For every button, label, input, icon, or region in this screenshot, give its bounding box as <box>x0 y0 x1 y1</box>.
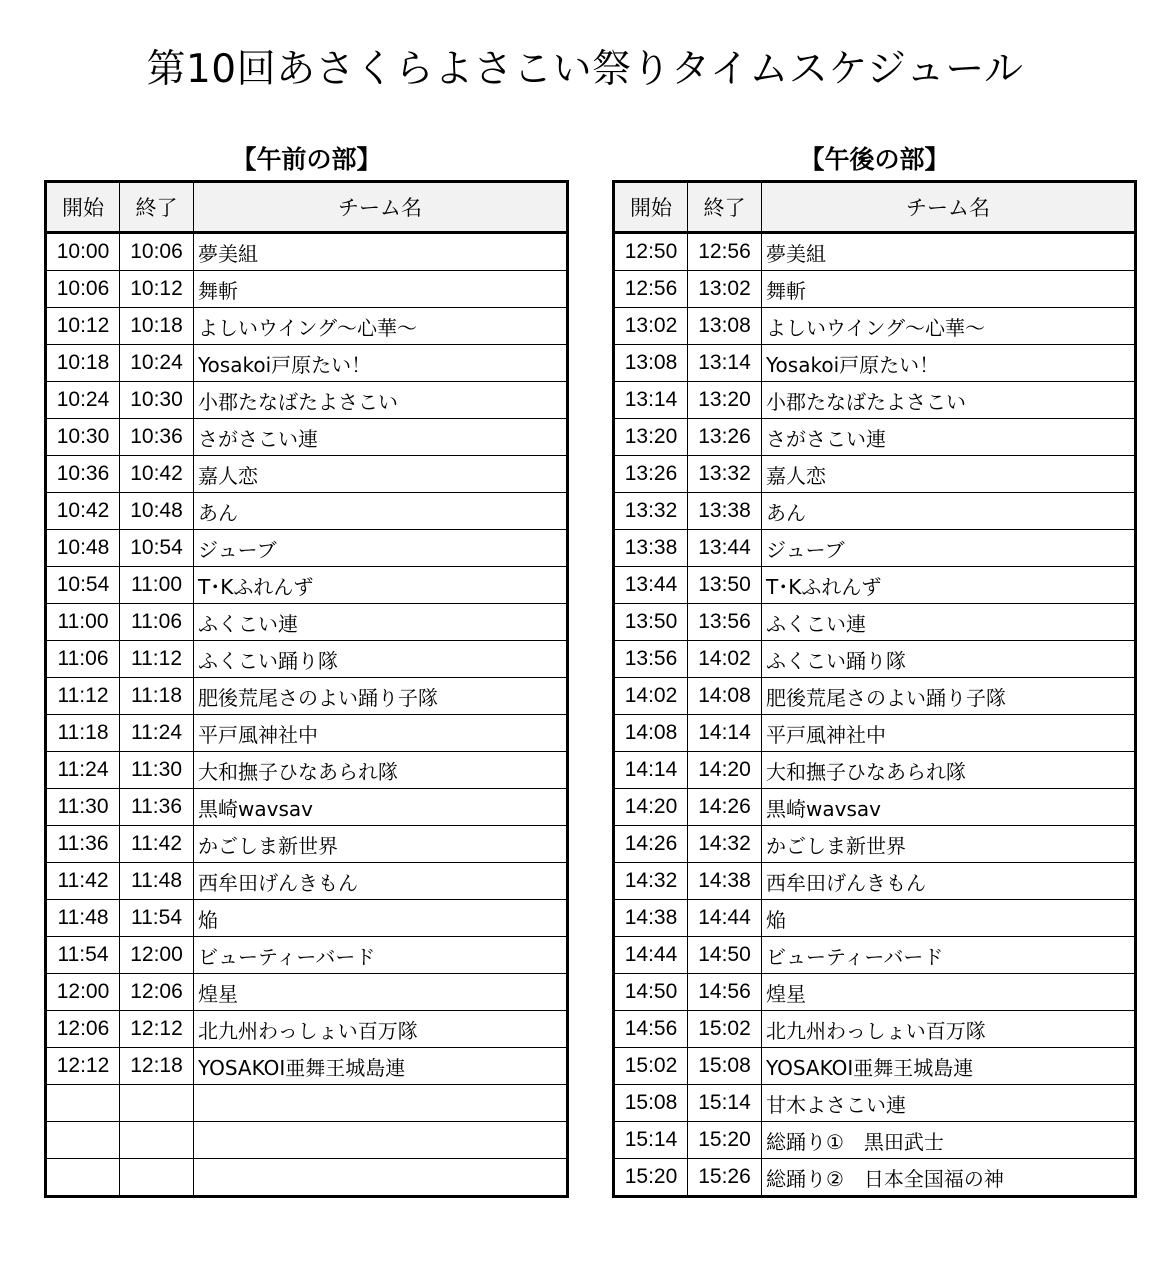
end-time: 13:20 <box>688 382 762 419</box>
team-name: かごしま新世界 <box>762 826 1136 863</box>
table-row <box>614 789 1136 826</box>
end-time: 10:06 <box>120 233 194 271</box>
end-time: 11:36 <box>120 789 194 826</box>
start-time: 11:00 <box>46 604 120 641</box>
team-name: 西牟田げんきもん <box>194 863 568 900</box>
end-time: 11:54 <box>120 900 194 937</box>
table-row <box>614 345 1136 382</box>
team-name: あん <box>762 493 1136 530</box>
start-time: 11:18 <box>46 715 120 752</box>
afternoon-schedule-table <box>612 180 1137 1198</box>
table-row <box>46 863 568 900</box>
table-row <box>46 493 568 530</box>
start-time: 11:24 <box>46 752 120 789</box>
team-name: ビューティーバード <box>194 937 568 974</box>
table-row <box>614 271 1136 308</box>
end-time: 13:44 <box>688 530 762 567</box>
team-name: 舞斬 <box>194 271 568 308</box>
team-name: さがさこい連 <box>194 419 568 456</box>
team-header: チーム名 <box>194 182 568 233</box>
end-time: 10:30 <box>120 382 194 419</box>
start-time: 11:06 <box>46 641 120 678</box>
end-time: 13:56 <box>688 604 762 641</box>
table-row <box>46 641 568 678</box>
team-name: ふくこい連 <box>762 604 1136 641</box>
table-row <box>46 456 568 493</box>
table-row <box>46 937 568 974</box>
end-time: 11:30 <box>120 752 194 789</box>
table-row <box>614 641 1136 678</box>
team-name: 肥後荒尾さのよい踊り子隊 <box>762 678 1136 715</box>
end-time: 14:50 <box>688 937 762 974</box>
team-name: Yosakoi戸原たい！ <box>762 345 1136 382</box>
start-time: 12:50 <box>614 233 688 271</box>
team-name: Yosakoi戸原たい！ <box>194 345 568 382</box>
end-time: 13:32 <box>688 456 762 493</box>
start-time: 11:36 <box>46 826 120 863</box>
team-name <box>194 1085 568 1122</box>
team-name <box>194 1122 568 1159</box>
team-name: 大和撫子ひなあられ隊 <box>762 752 1136 789</box>
table-row <box>46 715 568 752</box>
start-time: 13:02 <box>614 308 688 345</box>
table-row <box>46 678 568 715</box>
end-time: 14:32 <box>688 826 762 863</box>
start-time: 10:30 <box>46 419 120 456</box>
start-time: 12:00 <box>46 974 120 1011</box>
table-row <box>614 567 1136 604</box>
start-time: 13:38 <box>614 530 688 567</box>
end-time: 10:36 <box>120 419 194 456</box>
table-row <box>46 419 568 456</box>
table-row <box>614 456 1136 493</box>
team-name: 平戸風神社中 <box>194 715 568 752</box>
start-time: 13:20 <box>614 419 688 456</box>
start-time: 14:02 <box>614 678 688 715</box>
end-time: 10:18 <box>120 308 194 345</box>
end-time: 14:20 <box>688 752 762 789</box>
table-row <box>46 530 568 567</box>
table-row <box>614 1011 1136 1048</box>
end-time: 14:26 <box>688 789 762 826</box>
end-time: 15:14 <box>688 1085 762 1122</box>
end-time: 14:44 <box>688 900 762 937</box>
end-time: 11:18 <box>120 678 194 715</box>
table-row <box>46 1122 568 1159</box>
start-time: 10:42 <box>46 493 120 530</box>
team-name: 夢美組 <box>194 233 568 271</box>
team-name: ジューブ <box>194 530 568 567</box>
team-name: 夢美組 <box>762 233 1136 271</box>
table-row <box>46 1011 568 1048</box>
start-header: 開始 <box>46 182 120 233</box>
start-time: 14:32 <box>614 863 688 900</box>
end-time: 13:38 <box>688 493 762 530</box>
table-row <box>46 382 568 419</box>
team-name: 甘木よさこい連 <box>762 1085 1136 1122</box>
start-time: 14:26 <box>614 826 688 863</box>
end-header: 終了 <box>120 182 194 233</box>
team-name: 総踊り② 日本全国福の神 <box>762 1159 1136 1197</box>
team-name: 焔 <box>194 900 568 937</box>
end-time: 13:02 <box>688 271 762 308</box>
end-time: 12:56 <box>688 233 762 271</box>
start-time: 13:26 <box>614 456 688 493</box>
team-name <box>194 1159 568 1197</box>
team-name: 小郡たなばたよさこい <box>762 382 1136 419</box>
team-name: T･Kふれんず <box>762 567 1136 604</box>
table-row <box>614 1085 1136 1122</box>
team-name: T･Kふれんず <box>194 567 568 604</box>
start-time: 10:48 <box>46 530 120 567</box>
start-header: 開始 <box>614 182 688 233</box>
team-name: かごしま新世界 <box>194 826 568 863</box>
start-time: 13:14 <box>614 382 688 419</box>
team-name: 舞斬 <box>762 271 1136 308</box>
end-time: 15:26 <box>688 1159 762 1197</box>
start-time: 10:06 <box>46 271 120 308</box>
end-time: 12:18 <box>120 1048 194 1085</box>
end-time: 12:00 <box>120 937 194 974</box>
morning-section-title: 【午前の部】 <box>231 145 382 174</box>
team-name: ふくこい踊り隊 <box>762 641 1136 678</box>
start-time <box>46 1122 120 1159</box>
table-row <box>46 1085 568 1122</box>
start-time: 11:54 <box>46 937 120 974</box>
start-time: 12:12 <box>46 1048 120 1085</box>
table-row <box>614 715 1136 752</box>
table-row <box>614 752 1136 789</box>
table-row <box>46 900 568 937</box>
team-name: ビューティーバード <box>762 937 1136 974</box>
team-name: 嘉人恋 <box>762 456 1136 493</box>
team-name: 嘉人恋 <box>194 456 568 493</box>
start-time: 15:14 <box>614 1122 688 1159</box>
end-time: 13:08 <box>688 308 762 345</box>
table-row <box>46 271 568 308</box>
team-name: さがさこい連 <box>762 419 1136 456</box>
table-row <box>46 567 568 604</box>
table-row <box>46 308 568 345</box>
start-time: 13:50 <box>614 604 688 641</box>
team-name: 大和撫子ひなあられ隊 <box>194 752 568 789</box>
table-row <box>614 233 1136 271</box>
team-name: 小郡たなばたよさこい <box>194 382 568 419</box>
end-time <box>120 1159 194 1197</box>
start-time: 14:44 <box>614 937 688 974</box>
team-name: YOSAKOI亜舞王城島連 <box>194 1048 568 1085</box>
table-row <box>614 937 1136 974</box>
start-time: 14:50 <box>614 974 688 1011</box>
end-time: 15:08 <box>688 1048 762 1085</box>
end-time: 14:02 <box>688 641 762 678</box>
start-time: 15:02 <box>614 1048 688 1085</box>
table-row <box>46 752 568 789</box>
start-time: 14:08 <box>614 715 688 752</box>
table-row <box>614 1048 1136 1085</box>
table-row <box>46 789 568 826</box>
end-header: 終了 <box>688 182 762 233</box>
table-row <box>614 900 1136 937</box>
table-row <box>614 1159 1136 1197</box>
team-name: 北九州わっしょい百万隊 <box>762 1011 1136 1048</box>
start-time: 14:38 <box>614 900 688 937</box>
start-time: 11:42 <box>46 863 120 900</box>
team-name: YOSAKOI亜舞王城島連 <box>762 1048 1136 1085</box>
end-time: 11:48 <box>120 863 194 900</box>
end-time: 14:56 <box>688 974 762 1011</box>
end-time: 14:38 <box>688 863 762 900</box>
start-time: 11:48 <box>46 900 120 937</box>
end-time: 14:08 <box>688 678 762 715</box>
page-title: 第10回あさくらよさこい祭りタイムスケジュール <box>146 47 1024 92</box>
start-time: 15:08 <box>614 1085 688 1122</box>
team-name: 西牟田げんきもん <box>762 863 1136 900</box>
end-time: 10:48 <box>120 493 194 530</box>
table-row <box>46 233 568 271</box>
end-time <box>120 1122 194 1159</box>
start-time: 13:44 <box>614 567 688 604</box>
start-time: 11:30 <box>46 789 120 826</box>
team-name: 焔 <box>762 900 1136 937</box>
start-time: 14:14 <box>614 752 688 789</box>
start-time: 10:00 <box>46 233 120 271</box>
end-time: 10:12 <box>120 271 194 308</box>
table-row <box>46 604 568 641</box>
end-time: 15:02 <box>688 1011 762 1048</box>
end-time: 14:14 <box>688 715 762 752</box>
start-time: 10:36 <box>46 456 120 493</box>
start-time: 12:06 <box>46 1011 120 1048</box>
team-name: ふくこい踊り隊 <box>194 641 568 678</box>
table-header-row <box>614 182 1136 233</box>
team-name: 平戸風神社中 <box>762 715 1136 752</box>
start-time: 13:32 <box>614 493 688 530</box>
end-time: 10:24 <box>120 345 194 382</box>
start-time: 13:08 <box>614 345 688 382</box>
team-name: 総踊り① 黒田武士 <box>762 1122 1136 1159</box>
table-row <box>614 419 1136 456</box>
start-time: 14:20 <box>614 789 688 826</box>
team-name: 黒崎wavsav <box>194 789 568 826</box>
table-row <box>614 826 1136 863</box>
end-time <box>120 1085 194 1122</box>
team-header: チーム名 <box>762 182 1136 233</box>
table-row <box>614 493 1136 530</box>
table-row <box>46 1159 568 1197</box>
end-time: 13:50 <box>688 567 762 604</box>
team-name: 煌星 <box>762 974 1136 1011</box>
team-name: ふくこい連 <box>194 604 568 641</box>
end-time: 13:26 <box>688 419 762 456</box>
table-row <box>46 1048 568 1085</box>
start-time: 14:56 <box>614 1011 688 1048</box>
table-row <box>46 826 568 863</box>
table-row <box>614 974 1136 1011</box>
team-name: 北九州わっしょい百万隊 <box>194 1011 568 1048</box>
table-row <box>614 530 1136 567</box>
afternoon-section-title: 【午後の部】 <box>799 145 950 174</box>
start-time: 12:56 <box>614 271 688 308</box>
start-time <box>46 1159 120 1197</box>
team-name: よしいウイング～心華～ <box>194 308 568 345</box>
team-name: あん <box>194 493 568 530</box>
table-row <box>614 308 1136 345</box>
start-time: 10:18 <box>46 345 120 382</box>
end-time: 12:12 <box>120 1011 194 1048</box>
end-time: 10:54 <box>120 530 194 567</box>
end-time: 15:20 <box>688 1122 762 1159</box>
table-row <box>46 974 568 1011</box>
team-name: 煌星 <box>194 974 568 1011</box>
end-time: 11:06 <box>120 604 194 641</box>
team-name: 肥後荒尾さのよい踊り子隊 <box>194 678 568 715</box>
table-row <box>614 604 1136 641</box>
end-time: 10:42 <box>120 456 194 493</box>
table-row <box>614 382 1136 419</box>
start-time: 13:56 <box>614 641 688 678</box>
end-time: 11:00 <box>120 567 194 604</box>
start-time: 15:20 <box>614 1159 688 1197</box>
table-row <box>614 678 1136 715</box>
end-time: 13:14 <box>688 345 762 382</box>
start-time: 11:12 <box>46 678 120 715</box>
team-name: ジューブ <box>762 530 1136 567</box>
start-time <box>46 1085 120 1122</box>
table-row <box>46 345 568 382</box>
end-time: 12:06 <box>120 974 194 1011</box>
start-time: 10:24 <box>46 382 120 419</box>
morning-schedule-table <box>44 180 569 1198</box>
end-time: 11:42 <box>120 826 194 863</box>
start-time: 10:12 <box>46 308 120 345</box>
team-name: 黒崎wavsav <box>762 789 1136 826</box>
team-name: よしいウイング～心華～ <box>762 308 1136 345</box>
end-time: 11:12 <box>120 641 194 678</box>
table-row <box>614 863 1136 900</box>
table-row <box>614 1122 1136 1159</box>
end-time: 11:24 <box>120 715 194 752</box>
table-header-row <box>46 182 568 233</box>
start-time: 10:54 <box>46 567 120 604</box>
